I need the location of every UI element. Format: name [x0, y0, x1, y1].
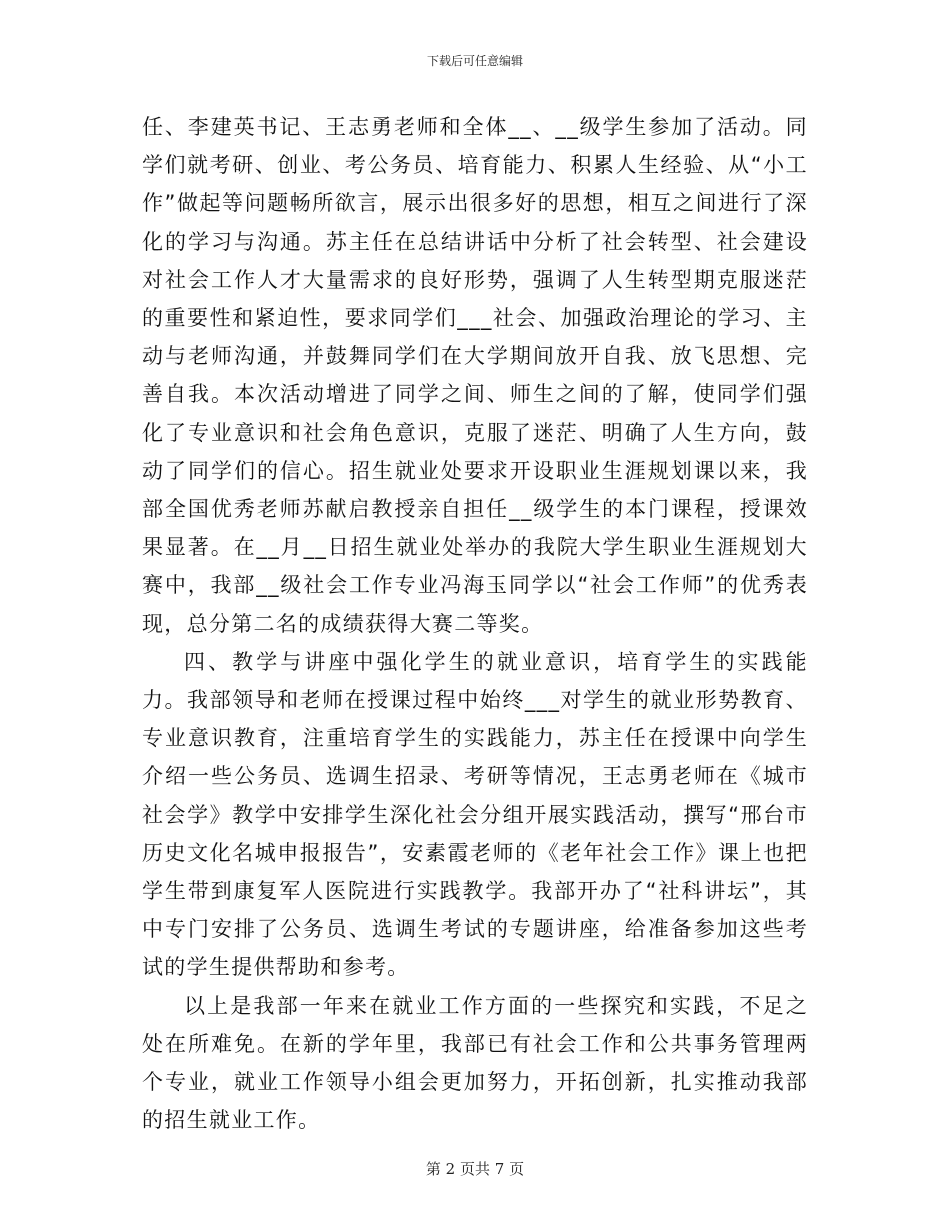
page-number: 第 2 页共 7 页: [425, 1160, 525, 1178]
paragraph-continued: 任、李建英书记、王志勇老师和全体__、__级学生参加了活动。同学们就考研、创业、考公务员、培育能力、积累人生经验、从“小工作”做起等问题畅所欲言，展示出很多好的思想，相互之间进行了深化的学习与沟通。苏主任在总结讲话中分析了社会转型、社会建设对社会工作人才大量需求的良好形势，强调了人生转型期克服迷茫的重要性和紧迫性，要求同学们___社会、加强政治理论的学习、主动与老师沟通，并鼓舞同学们在大学期间放开自我、放飞思想、完善自我。本次活动增进了同学之间、师生之间的了解，使同学们强化了专业意识和社会角色意识，克服了迷茫、明确了人生方向，鼓动了同学们的信心。招生就业处要求开设职业生涯规划课以来，我部全国优秀老师苏献启教授亲自担任__级学生的本门课程，授课效果显著。在__月__日招生就业处举办的我院大学生职业生涯规划大赛中，我部__级社会工作专业冯海玉同学以“社会工作师”的优秀表现，总分第二名的成绩获得大赛二等奖。: [142, 115, 808, 636]
document-body: [142, 108, 808, 1139]
paragraph-conclusion: 以上是我部一年来在就业工作方面的一些探究和实践，不足之处在所难免。在新的学年里，我部已有社会工作和公共事务管理两个专业，就业工作领导小组会更加努力，开拓创新，扎实推动我部的招生就业工作。: [142, 993, 808, 1133]
page-header: 下载后可任意编辑: [426, 54, 523, 68]
paragraph-section-four: 四、教学与讲座中强化学生的就业意识，培育学生的实践能力。我部领导和老师在授课过程中始终___对学生的就业形势教育、专业意识教育，注重培育学生的实践能力，苏主任在授课中向学生介绍一些公务员、选调生招录、考研等情况，王志勇老师在《城市社会学》教学中安排学生深化社会分组开展实践活动，撰写“邢台市历史文化名城申报报告”，安素霞老师的《老年社会工作》课上也把学生带到康复军人医院进行实践教学。我部开办了“社科讲坛”，其中专门安排了公务员、选调生考试的专题讲座，给准备参加这些考试的学生提供帮助和参考。: [142, 649, 808, 980]
